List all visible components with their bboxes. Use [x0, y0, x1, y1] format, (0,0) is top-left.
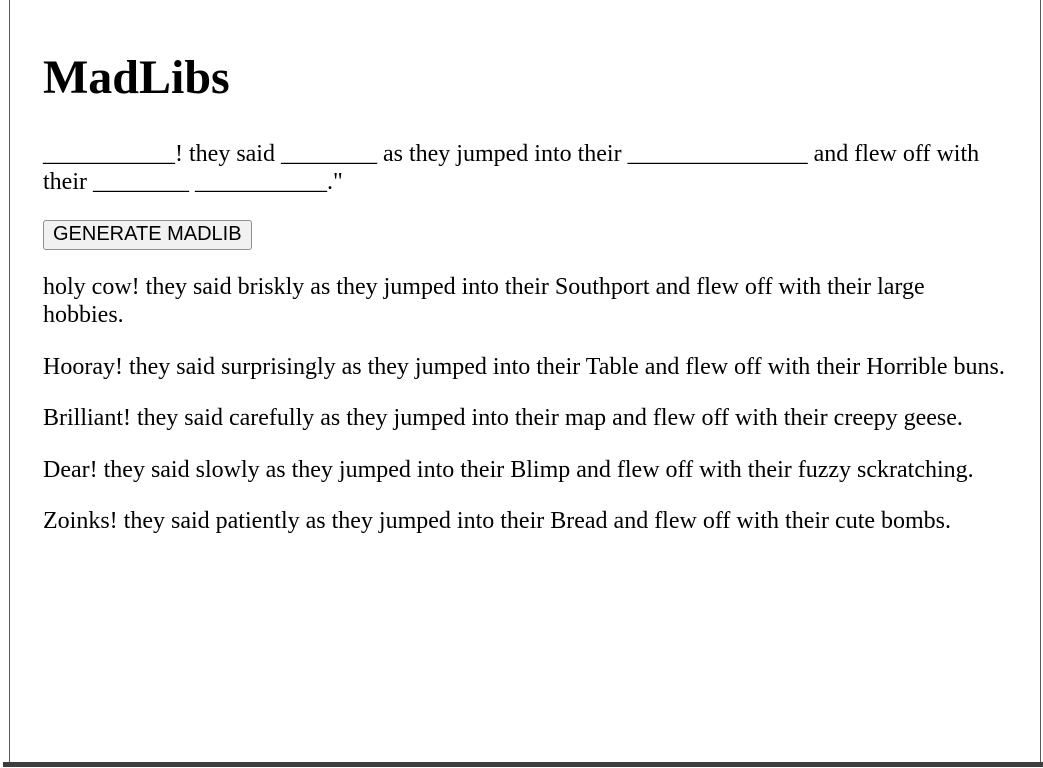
madlib-template: ___________! they said ________ as they jumped into their _______________ and flew off with their ________ ___________."	[43, 141, 980, 195]
generate-madlib-button[interactable]: GENERATE MADLIB	[43, 220, 252, 250]
window-bottom-bar	[3, 762, 1043, 767]
madlib-result-2: Hooray! they said surprisingly as they jumped into their Table and flew off with their Horrible buns.	[43, 353, 1005, 380]
madlib-result-5: Zoinks! they said patiently as they jumped into their Bread and flew off with their cute bombs.	[43, 508, 952, 535]
window-border-left	[9, 0, 10, 762]
madlib-result-1: holy cow! they said briskly as they jumped into their Southport and flew off with their large hobbies.	[43, 274, 925, 328]
button-row	[43, 220, 1005, 250]
window-border-right	[1040, 0, 1041, 762]
madlib-result-4: Dear! they said slowly as they jumped into their Blimp and flew off with their fuzzy sckratching.	[43, 456, 974, 483]
madlib-result-3: Brilliant! they said carefully as they jumped into their map and flew off with their creepy geese.	[43, 405, 963, 432]
page-title: MadLibs	[43, 51, 230, 104]
